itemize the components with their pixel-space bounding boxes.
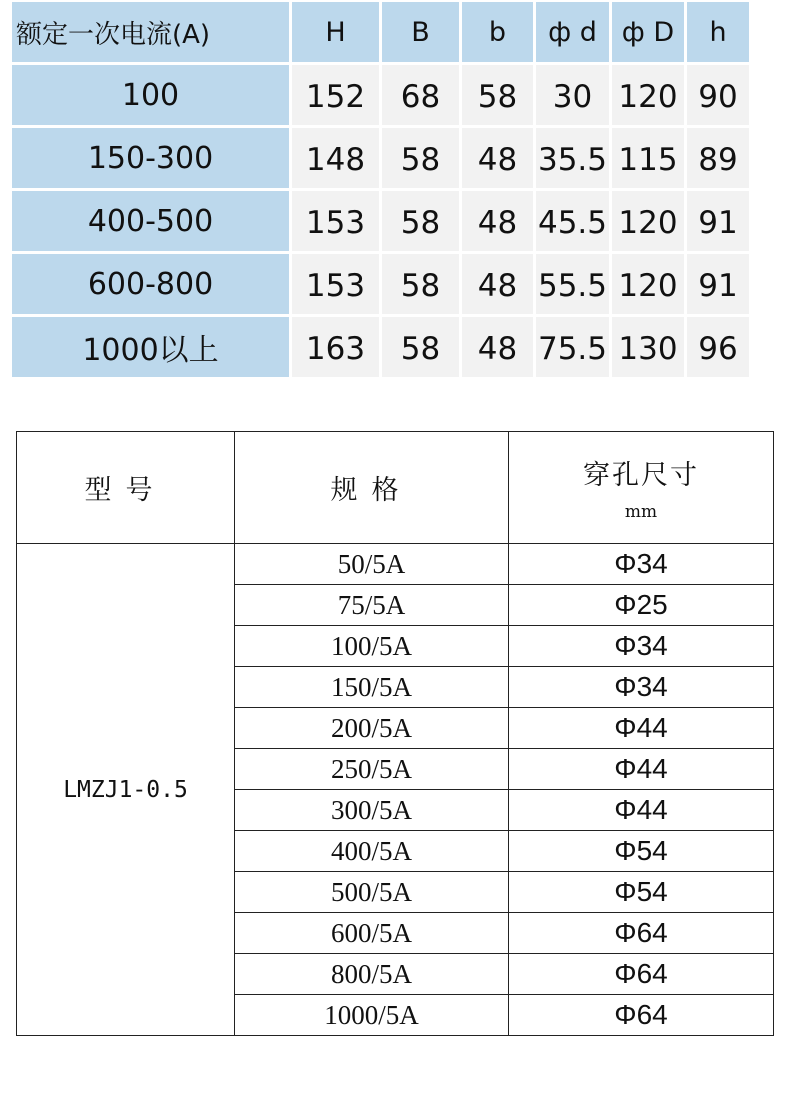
value-D: 115 xyxy=(612,128,687,191)
spec-cell: 100/5A xyxy=(235,626,509,667)
value-h: 91 xyxy=(687,191,752,254)
spec-cell: 600/5A xyxy=(235,913,509,954)
spec-cell: 250/5A xyxy=(235,749,509,790)
value-H: 148 xyxy=(292,128,382,191)
spec-cell: 50/5A xyxy=(235,544,509,585)
spec-cell: 150/5A xyxy=(235,667,509,708)
hole-size-cell: Φ34 xyxy=(509,667,774,708)
header-B: B xyxy=(382,2,462,65)
header-h: h xyxy=(687,2,752,65)
model-table-header xyxy=(17,432,774,544)
value-H: 163 xyxy=(292,317,382,380)
value-h: 89 xyxy=(687,128,752,191)
model-name: LMZJ1-0.5 xyxy=(17,544,235,1036)
value-D: 120 xyxy=(612,65,687,128)
value-B: 58 xyxy=(382,191,462,254)
value-b: 48 xyxy=(462,128,536,191)
value-B: 58 xyxy=(382,317,462,380)
value-H: 153 xyxy=(292,191,382,254)
hole-size-cell: Φ54 xyxy=(509,872,774,913)
value-B: 58 xyxy=(382,254,462,317)
value-b: 58 xyxy=(462,65,536,128)
value-B: 58 xyxy=(382,128,462,191)
rated-current-cell: 400-500 xyxy=(12,191,292,254)
spec-cell: 1000/5A xyxy=(235,995,509,1036)
header-rated-current: 额定一次电流(A) xyxy=(12,2,292,65)
hole-size-cell: Φ64 xyxy=(509,913,774,954)
value-d: 45.5 xyxy=(536,191,612,254)
spec-cell: 200/5A xyxy=(235,708,509,749)
value-D: 120 xyxy=(612,254,687,317)
value-h: 96 xyxy=(687,317,752,380)
model-table xyxy=(16,431,774,1036)
dimension-table xyxy=(12,2,752,380)
table-row xyxy=(12,65,752,128)
spec-cell: 500/5A xyxy=(235,872,509,913)
value-b: 48 xyxy=(462,317,536,380)
value-b: 48 xyxy=(462,191,536,254)
value-h: 90 xyxy=(687,65,752,128)
header-hole-size-unit: mm xyxy=(624,502,658,522)
spec-cell: 800/5A xyxy=(235,954,509,995)
hole-size-cell: Φ34 xyxy=(509,544,774,585)
table-row xyxy=(12,317,752,380)
value-D: 120 xyxy=(612,191,687,254)
table-row xyxy=(12,254,752,317)
spec-cell: 300/5A xyxy=(235,790,509,831)
spec-cell: 75/5A xyxy=(235,585,509,626)
header-hole-size-label: 穿孔尺寸 xyxy=(583,460,699,491)
hole-size-cell: Φ44 xyxy=(509,749,774,790)
value-d: 30 xyxy=(536,65,612,128)
value-H: 153 xyxy=(292,254,382,317)
header-hole-size xyxy=(509,432,774,544)
header-model: 型号 xyxy=(17,432,235,544)
value-H: 152 xyxy=(292,65,382,128)
header-d: ф d xyxy=(536,2,612,65)
header-D: ф D xyxy=(612,2,687,65)
rated-current-cell: 100 xyxy=(12,65,292,128)
rated-current-cell: 150-300 xyxy=(12,128,292,191)
value-d: 35.5 xyxy=(536,128,612,191)
value-h: 91 xyxy=(687,254,752,317)
header-spec: 规格 xyxy=(235,432,509,544)
table-row xyxy=(17,544,774,585)
value-B: 68 xyxy=(382,65,462,128)
rated-current-cell: 600-800 xyxy=(12,254,292,317)
value-d: 75.5 xyxy=(536,317,612,380)
hole-size-cell: Φ34 xyxy=(509,626,774,667)
table-row xyxy=(12,128,752,191)
hole-size-cell: Φ25 xyxy=(509,585,774,626)
header-b: b xyxy=(462,2,536,65)
table-row xyxy=(12,191,752,254)
value-b: 48 xyxy=(462,254,536,317)
hole-size-cell: Φ44 xyxy=(509,708,774,749)
value-D: 130 xyxy=(612,317,687,380)
hole-size-cell: Φ64 xyxy=(509,954,774,995)
dimension-table-header xyxy=(12,2,752,65)
hole-size-cell: Φ44 xyxy=(509,790,774,831)
hole-size-cell: Φ64 xyxy=(509,995,774,1036)
spec-cell: 400/5A xyxy=(235,831,509,872)
rated-current-cell: 1000以上 xyxy=(12,317,292,380)
header-H: H xyxy=(292,2,382,65)
hole-size-cell: Φ54 xyxy=(509,831,774,872)
value-d: 55.5 xyxy=(536,254,612,317)
